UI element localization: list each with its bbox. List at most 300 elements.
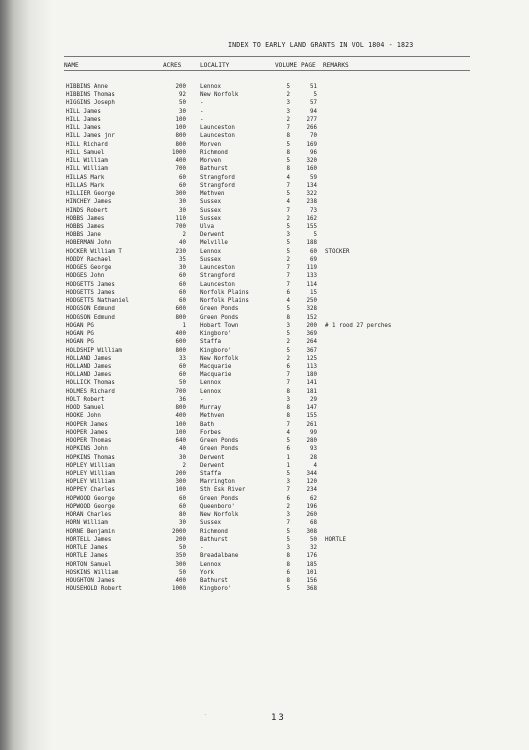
cell-volume: 3: [286, 232, 290, 239]
cell-name: HILL James: [66, 108, 101, 115]
cell-page: 250: [306, 298, 317, 305]
cell-locality: Green Ponds: [200, 314, 239, 321]
cell-page: 51: [310, 84, 317, 90]
cell-locality: Hobart Town: [200, 322, 239, 329]
table-row: [0, 157, 529, 165]
cell-volume: 8: [286, 133, 290, 140]
cell-acres: 350: [175, 553, 186, 560]
cell-locality: Bath: [200, 421, 214, 428]
cell-name: HOGAN PG: [66, 322, 94, 329]
cell-volume: 5: [286, 240, 290, 247]
table-row: [0, 462, 529, 470]
cell-page: 119: [306, 265, 317, 272]
cell-name: HODGES John: [66, 273, 105, 280]
cell-locality: Richmond: [200, 528, 228, 535]
cell-locality: Morven: [200, 141, 221, 148]
cell-name: HOBERMAN John: [66, 240, 112, 247]
cell-acres: 80: [179, 512, 186, 519]
cell-acres: 100: [175, 429, 186, 436]
cell-acres: 1000: [172, 586, 186, 593]
table-row: [0, 314, 529, 322]
table-row: [0, 91, 529, 99]
cell-volume: 1: [286, 454, 290, 461]
cell-volume: 5: [286, 191, 290, 198]
cell-locality: New Norfolk: [200, 92, 239, 99]
table-row: [0, 412, 529, 420]
cell-acres: 60: [179, 363, 186, 370]
cell-locality: Green Ponds: [200, 446, 239, 453]
cell-name: HILLAS Mark: [66, 182, 105, 189]
cell-locality: Methven: [200, 191, 225, 198]
table-row: [0, 330, 529, 338]
cell-locality: Breadalbane: [200, 553, 239, 560]
cell-page: 99: [310, 429, 317, 436]
cell-remarks: # 1 rood 27 perches: [325, 322, 392, 329]
cell-name: HODGSON Edmund: [66, 306, 115, 313]
cell-acres: 800: [175, 314, 186, 321]
cell-page: 322: [306, 191, 317, 198]
cell-name: HILLAS Mark: [66, 174, 105, 181]
cell-acres: 100: [175, 125, 186, 132]
cell-name: HOUGHTON James: [66, 578, 115, 585]
cell-volume: 8: [286, 413, 290, 420]
cell-page: 188: [306, 240, 317, 247]
cell-page: 155: [306, 413, 317, 420]
cell-locality: Queenboro': [200, 503, 235, 510]
cell-locality: Norfolk Plains: [200, 298, 249, 305]
cell-acres: 200: [175, 84, 186, 90]
table-row: [0, 388, 529, 396]
cell-locality: Sussex: [200, 520, 221, 527]
cell-locality: Staffa: [200, 471, 221, 478]
header-underline: [64, 70, 470, 71]
cell-volume: 7: [286, 487, 290, 494]
cell-volume: 2: [286, 355, 290, 362]
cell-name: HILL William: [66, 166, 108, 173]
cell-acres: 30: [179, 454, 186, 461]
cell-name: HOBBS James: [66, 215, 105, 222]
cell-name: HILL James: [66, 116, 101, 123]
table-row: [0, 355, 529, 363]
table-row: [0, 190, 529, 198]
cell-name: HINCHEY James: [66, 199, 112, 206]
cell-acres: 60: [179, 281, 186, 288]
header-volume: VOLUME: [275, 62, 298, 69]
cell-name: HOOKE John: [66, 413, 101, 420]
cell-page: 5: [313, 92, 317, 99]
cell-locality: Lennox: [200, 388, 221, 395]
cell-volume: 4: [286, 199, 290, 206]
cell-volume: 6: [286, 289, 290, 296]
cell-name: HILL James jnr: [66, 133, 115, 140]
cell-page: 134: [306, 182, 317, 189]
cell-name: HOLLICK Thomas: [66, 380, 115, 387]
cell-volume: 8: [286, 561, 290, 568]
cell-page: 28: [310, 454, 317, 461]
cell-volume: 6: [286, 446, 290, 453]
cell-acres: 50: [179, 100, 186, 107]
cell-volume: 4: [286, 298, 290, 305]
cell-name: HILL Samuel: [66, 149, 105, 156]
cell-name: HOPWOOD George: [66, 503, 115, 510]
cell-volume: 5: [286, 347, 290, 354]
table-row: [0, 552, 529, 560]
cell-page: 94: [310, 108, 317, 115]
cell-volume: 7: [286, 125, 290, 132]
table-row: [0, 99, 529, 107]
cell-acres: 100: [175, 487, 186, 494]
cell-acres: 800: [175, 405, 186, 412]
cell-acres: 92: [179, 92, 186, 99]
cell-locality: -: [200, 545, 204, 552]
cell-acres: 400: [175, 158, 186, 165]
cell-volume: 7: [286, 380, 290, 387]
table-row: [0, 124, 529, 132]
cell-page: 185: [306, 561, 317, 568]
cell-locality: Kingboro': [200, 331, 232, 338]
cell-locality: Strangford: [200, 273, 235, 280]
cell-acres: 800: [175, 133, 186, 140]
cell-locality: Bathurst: [200, 166, 228, 173]
cell-page: 367: [306, 347, 317, 354]
cell-page: 328: [306, 306, 317, 313]
cell-acres: 60: [179, 182, 186, 189]
cell-page: 308: [306, 528, 317, 535]
cell-name: HIBBINS Thomas: [66, 92, 115, 99]
cell-acres: 700: [175, 388, 186, 395]
cell-acres: 110: [175, 215, 186, 222]
table-row: [0, 256, 529, 264]
cell-name: HOOPER James: [66, 421, 108, 428]
cell-name: HOLMES Richard: [66, 388, 115, 395]
cell-page: 32: [310, 545, 317, 552]
cell-page: 200: [306, 322, 317, 329]
cell-volume: 7: [286, 273, 290, 280]
cell-page: 320: [306, 158, 317, 165]
cell-locality: -: [200, 396, 204, 403]
cell-name: HOCKER William T: [66, 248, 122, 255]
cell-volume: 7: [286, 281, 290, 288]
cell-acres: 60: [179, 372, 186, 379]
cell-locality: Lennox: [200, 248, 221, 255]
table-row: [0, 371, 529, 379]
cell-volume: 5: [286, 158, 290, 165]
table-row: [0, 281, 529, 289]
cell-page: 59: [310, 174, 317, 181]
cell-volume: 3: [286, 108, 290, 115]
table-row: [0, 519, 529, 527]
table-row: [0, 297, 529, 305]
cell-name: HOOD Samuel: [66, 405, 105, 412]
cell-acres: 35: [179, 256, 186, 263]
table-row: [0, 141, 529, 149]
cell-page: 264: [306, 339, 317, 346]
table-row: [0, 182, 529, 190]
cell-locality: Derwent: [200, 462, 225, 469]
cell-locality: New Norfolk: [200, 355, 239, 362]
cell-locality: Methven: [200, 413, 225, 420]
table-row: [0, 421, 529, 429]
cell-volume: 3: [286, 479, 290, 486]
table-row: [0, 404, 529, 412]
table-row: [0, 437, 529, 445]
cell-page: 5: [313, 232, 317, 239]
cell-page: 234: [306, 487, 317, 494]
cell-acres: 60: [179, 174, 186, 181]
cell-acres: 300: [175, 479, 186, 486]
cell-locality: Morven: [200, 158, 221, 165]
cell-name: HOPLEY William: [66, 479, 115, 486]
cell-volume: 5: [286, 223, 290, 230]
cell-acres: 100: [175, 116, 186, 123]
cell-page: 152: [306, 314, 317, 321]
cell-name: HILLIER George: [66, 191, 115, 198]
table-row: [0, 305, 529, 313]
cell-acres: 60: [179, 273, 186, 280]
cell-name: HODGSON Edmund: [66, 314, 115, 321]
table-row: [0, 454, 529, 462]
cell-acres: 2: [182, 462, 186, 469]
cell-name: HIBBINS Anne: [66, 84, 108, 90]
table-row: [0, 132, 529, 140]
cell-volume: 2: [286, 116, 290, 123]
cell-page: 93: [310, 446, 317, 453]
cell-volume: 3: [286, 100, 290, 107]
cell-locality: Launceston: [200, 133, 235, 140]
cell-acres: 60: [179, 503, 186, 510]
cell-volume: 2: [286, 339, 290, 346]
table-row: [0, 272, 529, 280]
cell-locality: Strangford: [200, 174, 235, 181]
cell-name: HILL Richard: [66, 141, 108, 148]
cell-acres: 40: [179, 240, 186, 247]
cell-page: 277: [306, 116, 317, 123]
table-row: [0, 116, 529, 124]
cell-locality: Macquarie: [200, 372, 232, 379]
cell-page: 141: [306, 380, 317, 387]
table-row: [0, 536, 529, 544]
cell-volume: 5: [286, 528, 290, 535]
cell-volume: 8: [286, 578, 290, 585]
header-remarks: REMARKS: [323, 62, 349, 69]
cell-volume: 7: [286, 265, 290, 272]
table-row: [0, 347, 529, 355]
header-name: NAME: [64, 62, 79, 69]
table-row: [0, 569, 529, 577]
cell-acres: 800: [175, 347, 186, 354]
cell-locality: Melville: [200, 240, 228, 247]
cell-acres: 30: [179, 207, 186, 214]
cell-remarks: HORTLE: [325, 536, 346, 543]
cell-name: HORTLE James: [66, 545, 108, 552]
cell-page: 181: [306, 388, 317, 395]
cell-name: HOPPEY Charles: [66, 487, 115, 494]
cell-locality: Bathurst: [200, 578, 228, 585]
cell-locality: Strangford: [200, 182, 235, 189]
header-page: PAGE: [301, 62, 316, 69]
cell-acres: 100: [175, 421, 186, 428]
cell-volume: 3: [286, 512, 290, 519]
cell-volume: 2: [286, 92, 290, 99]
cell-acres: 700: [175, 223, 186, 230]
cell-page: 15: [310, 289, 317, 296]
table-row: [0, 379, 529, 387]
cell-locality: -: [200, 108, 204, 115]
cell-name: HILL William: [66, 158, 108, 165]
cell-locality: New Norfolk: [200, 512, 239, 519]
table-row: [0, 470, 529, 478]
cell-page: 156: [306, 578, 317, 585]
cell-name: HODGES George: [66, 265, 112, 272]
table-row: [0, 338, 529, 346]
cell-page: 261: [306, 421, 317, 428]
cell-acres: 30: [179, 108, 186, 115]
cell-page: 260: [306, 512, 317, 519]
cell-locality: Green Ponds: [200, 306, 239, 313]
cell-locality: Launceston: [200, 125, 235, 132]
table-row: [0, 231, 529, 239]
table-row: [0, 363, 529, 371]
cell-name: HOLLAND James: [66, 355, 112, 362]
cell-page: 68: [310, 520, 317, 527]
cell-remarks: STOCKER: [325, 248, 350, 255]
cell-volume: 6: [286, 569, 290, 576]
cell-name: HOGAN PG: [66, 331, 94, 338]
cell-page: 57: [310, 100, 317, 107]
table-row: [0, 149, 529, 157]
cell-acres: 200: [175, 471, 186, 478]
cell-acres: 300: [175, 561, 186, 568]
cell-locality: -: [200, 100, 204, 107]
cell-name: HOGAN PG: [66, 339, 94, 346]
table-row: [0, 503, 529, 511]
cell-name: HODGETTS James: [66, 289, 115, 296]
cell-name: HODGETTS Nathaniel: [66, 298, 129, 305]
cell-locality: Sussex: [200, 199, 221, 206]
cell-acres: 400: [175, 331, 186, 338]
cell-name: HOPLEY William: [66, 462, 115, 469]
table-row: [0, 83, 529, 91]
cell-acres: 800: [175, 141, 186, 148]
cell-acres: 400: [175, 413, 186, 420]
table-row: [0, 198, 529, 206]
cell-locality: Murray: [200, 405, 221, 412]
cell-locality: Lennox: [200, 380, 221, 387]
cell-name: HORTON Samuel: [66, 561, 112, 568]
cell-page: 50: [310, 536, 317, 543]
cell-locality: Marrington: [200, 479, 235, 486]
cell-locality: Green Ponds: [200, 495, 239, 502]
cell-locality: Forbes: [200, 429, 221, 436]
cell-page: 169: [306, 141, 317, 148]
cell-acres: 50: [179, 569, 186, 576]
cell-name: HOOPER James: [66, 429, 108, 436]
cell-name: HOBBS James: [66, 223, 105, 230]
header-acres: ACRES: [163, 62, 182, 69]
cell-page: 133: [306, 273, 317, 280]
table-row: [0, 486, 529, 494]
table-row: [0, 322, 529, 330]
cell-volume: 7: [286, 372, 290, 379]
table-row: [0, 165, 529, 173]
cell-page: 70: [310, 133, 317, 140]
cell-page: 29: [310, 396, 317, 403]
cell-page: 125: [306, 355, 317, 362]
cell-volume: 8: [286, 405, 290, 412]
cell-page: 96: [310, 149, 317, 156]
cell-volume: 8: [286, 553, 290, 560]
cell-locality: Sth Esk River: [200, 487, 246, 494]
cell-volume: 4: [286, 174, 290, 181]
cell-volume: 1: [286, 462, 290, 469]
cell-locality: Green Ponds: [200, 438, 239, 445]
header-top-rule: [64, 56, 470, 57]
cell-name: HORNE Benjamin: [66, 528, 115, 535]
cell-page: 176: [306, 553, 317, 560]
cell-page: 60: [310, 248, 317, 255]
table-row: [0, 174, 529, 182]
table-row: [0, 544, 529, 552]
cell-page: 280: [306, 438, 317, 445]
cell-page: 344: [306, 471, 317, 478]
cell-volume: 7: [286, 520, 290, 527]
cell-acres: 40: [179, 446, 186, 453]
table-row: [0, 223, 529, 231]
table-row: [0, 207, 529, 215]
table-row: [0, 495, 529, 503]
cell-volume: 8: [286, 166, 290, 173]
cell-volume: 5: [286, 438, 290, 445]
cell-volume: 6: [286, 495, 290, 502]
cell-acres: 2000: [172, 528, 186, 535]
table-row: [0, 445, 529, 453]
cell-page: 196: [306, 503, 317, 510]
cell-acres: 36: [179, 396, 186, 403]
cell-locality: York: [200, 569, 214, 576]
table-row: [0, 215, 529, 223]
cell-volume: 3: [286, 545, 290, 552]
table-row: [0, 248, 529, 256]
cell-page: 4: [313, 462, 317, 469]
cell-volume: 5: [286, 471, 290, 478]
cell-page: 69: [310, 256, 317, 263]
page-title: INDEX TO EARLY LAND GRANTS IN VOL 1804 - 1823: [228, 41, 414, 49]
cell-volume: 7: [286, 207, 290, 214]
cell-page: 101: [306, 569, 317, 576]
cell-acres: 1000: [172, 149, 186, 156]
cell-name: HORAN Charles: [66, 512, 112, 519]
cell-locality: Sussex: [200, 215, 221, 222]
cell-page: 162: [306, 215, 317, 222]
cell-page: 113: [306, 363, 317, 370]
cell-page: 369: [306, 331, 317, 338]
cell-volume: 5: [286, 84, 290, 90]
cell-name: HOPKINS Thomas: [66, 454, 115, 461]
cell-page: 160: [306, 166, 317, 173]
cell-volume: 8: [286, 388, 290, 395]
cell-acres: 60: [179, 289, 186, 296]
cell-name: HORTELL James: [66, 536, 112, 543]
cell-locality: Lennox: [200, 561, 221, 568]
cell-locality: Sussex: [200, 207, 221, 214]
cell-volume: 5: [286, 248, 290, 255]
cell-locality: -: [200, 116, 204, 123]
cell-acres: 30: [179, 520, 186, 527]
cell-volume: 2: [286, 256, 290, 263]
cell-volume: 5: [286, 331, 290, 338]
cell-acres: 300: [175, 191, 186, 198]
cell-locality: Sussex: [200, 256, 221, 263]
